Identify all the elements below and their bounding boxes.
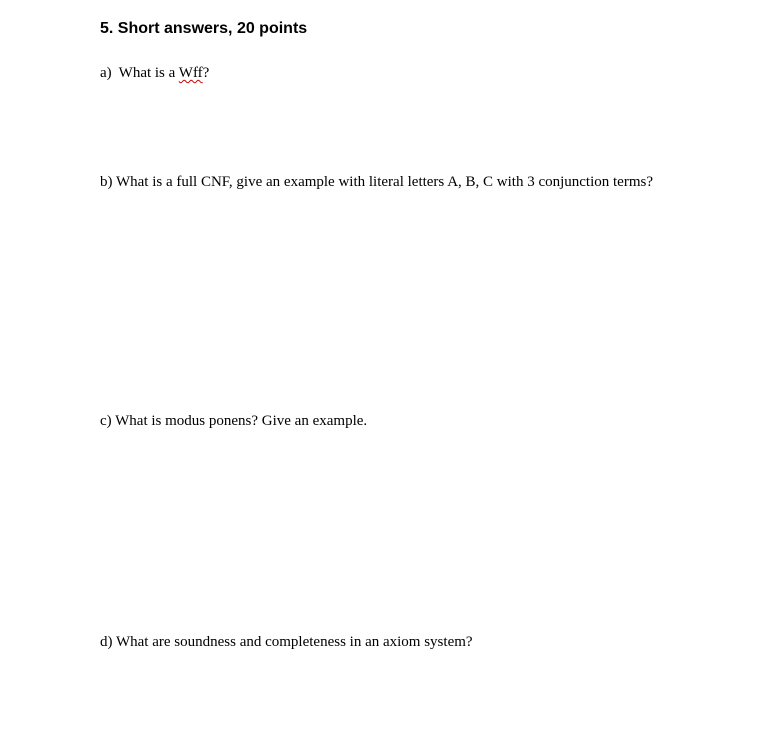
question-a-label: a) xyxy=(100,65,112,81)
question-c: c) What is modus ponens? Give an example. xyxy=(100,413,368,429)
question-a-text: What is a xyxy=(118,65,179,81)
question-b: b) What is a full CNF, give an example with literal letters A, B, C with 3 conjunction terms? xyxy=(100,174,654,190)
question-d: d) What are soundness and completeness in an axiom system? xyxy=(100,634,473,650)
question-a xyxy=(100,64,209,83)
misspelled-term-wff[interactable]: Wff xyxy=(178,65,203,81)
question-a-punctuation: ? xyxy=(202,65,210,81)
section-title: 5. Short answers, 20 points xyxy=(100,20,308,37)
